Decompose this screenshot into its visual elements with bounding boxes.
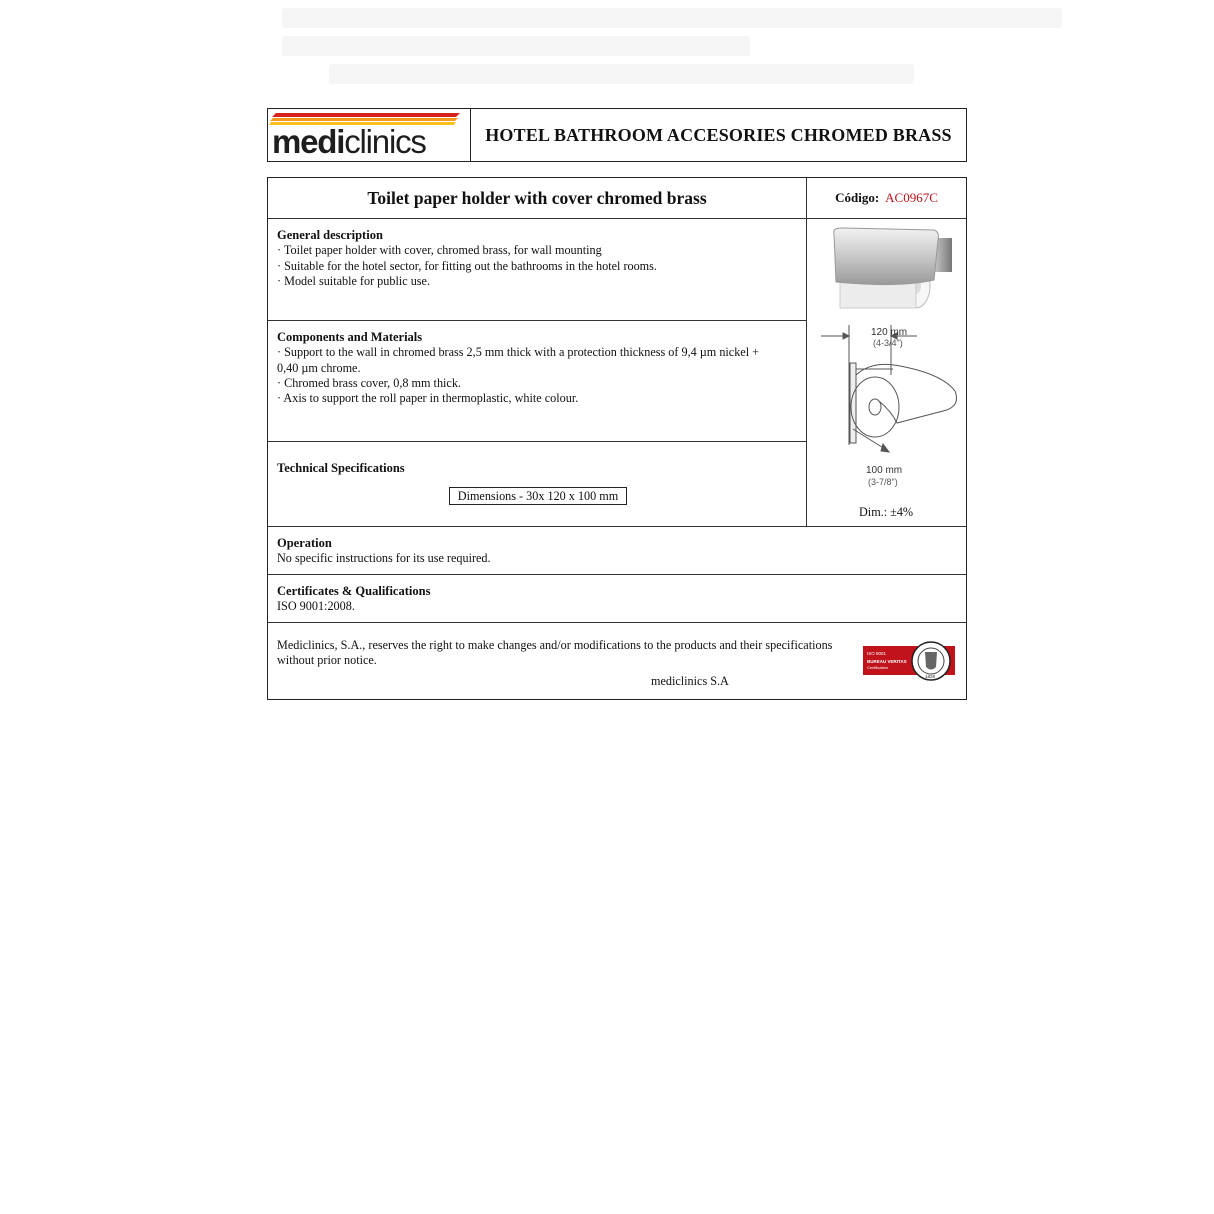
depth-in: (3-7/8")	[868, 477, 898, 487]
width-in: (4-3/4")	[873, 338, 903, 348]
components-materials	[277, 330, 797, 406]
product-title: Toilet paper holder with cover chromed brass	[367, 187, 707, 208]
depth-mm: 100 mm	[866, 465, 903, 476]
components-line: · Support to the wall in chromed brass 2,5 mm thick with a protection thickness of 9,4 µm nickel +	[277, 345, 760, 360]
disclaimer	[277, 638, 867, 669]
technical-specifications	[277, 461, 797, 476]
technical-drawing-icon	[813, 315, 963, 495]
badge-cert: Certification	[867, 665, 889, 670]
divider	[806, 178, 807, 526]
divider	[268, 526, 966, 527]
divider	[268, 441, 806, 442]
document-header	[267, 108, 967, 162]
disclaimer-line: without prior notice.	[277, 653, 377, 668]
general-line: · Suitable for the hotel sector, for fitting out the bathrooms in the hotel rooms.	[277, 258, 657, 273]
brand-light: clinics	[344, 123, 426, 160]
general-line: · Model suitable for public use.	[277, 273, 430, 288]
components-line: · Chromed brass cover, 0,8 mm thick.	[277, 375, 461, 390]
divider	[268, 622, 966, 623]
dimensions-box: Dimensions - 30x 120 x 100 mm	[449, 487, 627, 505]
operation	[277, 536, 797, 567]
general-description	[277, 228, 797, 289]
certificates	[277, 584, 797, 615]
code-label: Código:	[835, 190, 880, 205]
badge-iso: ISO 9001	[867, 651, 887, 656]
operation-heading: Operation	[277, 536, 332, 550]
operation-text: No specific instructions for its use required.	[277, 551, 491, 566]
faded-background-text	[282, 0, 1062, 100]
technical-heading: Technical Specifications	[277, 461, 405, 475]
mediclinics-logo	[268, 109, 471, 161]
certificates-heading: Certificates & Qualifications	[277, 584, 431, 598]
components-heading: Components and Materials	[277, 330, 423, 344]
signature: mediclinics S.A	[651, 674, 729, 688]
components-line: · Axis to support the roll paper in thermoplastic, white colour.	[277, 391, 579, 406]
tolerance: Dim.: ±4%	[859, 505, 914, 519]
divider	[268, 218, 966, 219]
brand-bold: medi	[272, 123, 345, 160]
components-line: 0,40 µm chrome.	[277, 360, 361, 375]
general-heading: General description	[277, 228, 383, 242]
product-photo-icon	[828, 226, 954, 314]
seal-year: 1828	[925, 674, 936, 679]
disclaimer-line: Mediclinics, S.A., reserves the right to make changes and/or modifications to the products and their specifications	[277, 638, 833, 652]
divider	[268, 320, 806, 321]
certificates-text: ISO 9001:2008.	[277, 599, 355, 614]
header-title: HOTEL BATHROOM ACCESORIES CHROMED BRASS	[485, 124, 952, 145]
code-value: AC0967C	[885, 190, 938, 205]
product-code	[807, 178, 966, 218]
divider	[268, 574, 966, 575]
width-mm: 120 mm	[871, 327, 908, 338]
general-line: · Toilet paper holder with cover, chromed brass, for wall mounting	[277, 243, 602, 258]
bureau-veritas-badge-icon	[863, 641, 955, 681]
badge-org: BUREAU VERITAS	[867, 659, 907, 664]
product-sheet	[267, 177, 967, 700]
